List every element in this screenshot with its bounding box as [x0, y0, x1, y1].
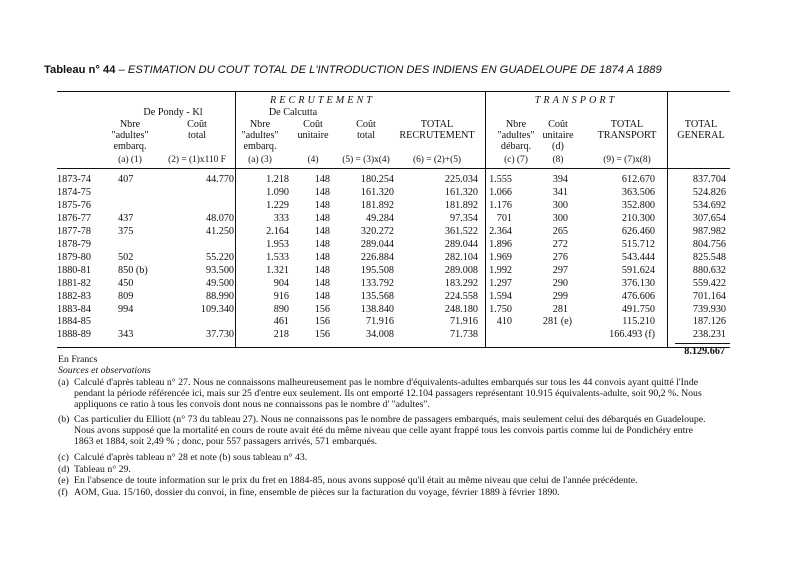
column-header-7-line-2: "adultes"	[497, 130, 535, 141]
cell-col-9: 591.624	[621, 264, 655, 276]
cell-col-3: 1.321	[266, 264, 289, 276]
column-header-4-line-2: unitaire	[297, 130, 329, 141]
cell-col-10: 825.548	[692, 251, 726, 263]
cell-col-7: 701	[496, 212, 512, 224]
cell-col-1: 343	[118, 329, 134, 341]
column-header-2-line-1: Coût	[187, 119, 207, 130]
cell-col-3: 218	[273, 329, 289, 341]
row-year: 1884-85	[57, 316, 91, 328]
table-bottom-rule	[57, 347, 730, 348]
cell-col-8: 297	[552, 264, 568, 276]
cell-col-5: 320.272	[360, 225, 394, 237]
cell-col-4: 148	[314, 251, 330, 263]
cell-col-6: 97.354	[449, 212, 478, 224]
footnote-text: Calculé d'après tableau n° 27. Nous ne connaissons malheureusement pas le nombre d'équivalents-adultes embarqués sur tous les 44 convois ayant quitté l'Inde pendant la période référencée ici, mais sur 25 d'entre eux seulement. Ils ont emporté 12.104 passagers représentant 10.915 équivalents-adulte, soit 90,2 %. Nous appliquons ce ratio à tous les convois dont nous ne connaissons pas le nombre d' "adultes".	[74, 377, 702, 411]
row-year: 1883-84	[57, 303, 91, 315]
column-header-6-line-2: RECRUTEMENT	[399, 130, 475, 141]
cell-col-10: 837.704	[692, 174, 726, 185]
cell-col-1: 994	[118, 303, 134, 315]
column-header-8-line-3: (d)	[552, 141, 564, 152]
cell-col-8: 281	[552, 303, 568, 315]
cell-col-6: 161.320	[444, 186, 478, 198]
cell-col-1: 450	[118, 277, 134, 289]
cell-col-1: 437	[118, 212, 134, 224]
cell-col-10: 524.826	[692, 186, 726, 198]
cell-col-4: 148	[314, 290, 330, 302]
column-header-3-line-1: Nbre	[249, 119, 271, 130]
cell-col-7: 2.364	[489, 225, 512, 237]
group-transport: TRANSPORT	[534, 95, 618, 106]
table-title-number: Tableau n° 44	[44, 64, 116, 76]
cell-col-4: 148	[314, 277, 330, 289]
cell-col-3: 1.229	[266, 199, 289, 211]
cell-col-2: 48.070	[205, 212, 234, 224]
cell-col-7: 1.176	[489, 199, 512, 211]
group-pondy: De Pondy - Kl	[143, 107, 203, 118]
cell-col-6: 289.044	[444, 238, 478, 250]
row-year: 1880-81	[57, 264, 91, 276]
cell-col-3: 916	[273, 290, 289, 302]
cell-col-4: 156	[314, 316, 330, 328]
cell-col-3: 1.953	[266, 238, 289, 250]
column-header-1-line-1: Nbre	[119, 119, 141, 130]
footnote-label: (d)	[58, 464, 70, 475]
cell-col-8: 341	[552, 186, 568, 198]
cell-col-3: 1.533	[266, 251, 289, 263]
cell-col-9: 210.300	[621, 212, 655, 224]
cell-col-7: 1.297	[489, 277, 512, 289]
row-year: 1876-77	[57, 212, 91, 224]
column-formula-1: (a) (1)	[118, 155, 142, 165]
column-formula-2: (2) = (1)x110 F	[168, 155, 226, 165]
cell-col-9: 363.506	[621, 186, 655, 198]
row-year: 1888-89	[57, 329, 91, 341]
cell-col-3: 1.218	[266, 174, 289, 185]
cell-col-10: 559.422	[692, 277, 726, 289]
cell-col-10: 880.632	[692, 264, 726, 276]
cell-col-3: 1.090	[266, 186, 289, 198]
cell-col-1: 502	[118, 251, 134, 263]
cell-col-6: 224.558	[444, 290, 478, 302]
cell-col-8: 299	[552, 290, 568, 302]
cell-col-6: 282.104	[444, 251, 478, 263]
cell-col-2: 41.250	[205, 225, 234, 237]
column-header-3-line-3: embarq.	[243, 141, 277, 152]
cell-col-10: 534.692	[692, 199, 726, 211]
cell-col-9: 515.712	[621, 238, 655, 250]
column-formula-9: (9) = (7)x(8)	[603, 155, 651, 165]
cell-col-1: 375	[118, 225, 134, 237]
column-formula-8: (8)	[552, 155, 564, 165]
footnote-label: (b)	[58, 414, 70, 425]
cell-col-3: 890	[273, 303, 289, 315]
footnote-text: En l'absence de toute information sur le prix du fret en 1884-85, nous avons supposé qu'il était au même niveau que celui de l'année précédente.	[74, 475, 638, 486]
footnote-text: Calculé d'après tableau n° 28 et note (b) sous tableau n° 43.	[74, 452, 308, 463]
cell-col-7: 1.750	[489, 303, 512, 315]
cell-col-8: 300	[552, 212, 568, 224]
cell-col-2: 109.340	[200, 303, 234, 315]
cell-col-7: 1.594	[489, 290, 512, 302]
row-year: 1874-75	[57, 186, 91, 198]
cell-col-10: 804.756	[692, 238, 726, 250]
footnote-text: Tableau n° 29.	[74, 464, 131, 475]
cell-col-2: 37.730	[205, 329, 234, 341]
top-rule	[57, 91, 730, 92]
cell-col-3: 461	[273, 316, 289, 328]
cell-col-5: 49.284	[365, 212, 394, 224]
row-year: 1882-83	[57, 290, 91, 302]
cell-col-5: 133.792	[360, 277, 394, 289]
column-header-9-line-1: TOTAL	[610, 119, 644, 130]
cell-col-2: 49.500	[205, 277, 234, 289]
column-formula-4: (4)	[307, 155, 319, 165]
grand-total-rule	[675, 343, 730, 344]
footnote-text: AOM, Gua. 15/160, dossier du convoi, in fine, ensemble de pièces sur la facturation du voyage, février 1889 à février 1890.	[74, 487, 560, 498]
footnote-label: (f)	[58, 487, 68, 498]
cell-col-2: 44.770	[205, 174, 234, 185]
table-title-text: – ESTIMATION DU COUT TOTAL DE L'INTRODUCTION DES INDIENS EN GUADELOUPE DE 1874 A 1889	[115, 64, 662, 76]
cell-col-6: 71.738	[449, 329, 478, 341]
cell-col-5: 138.840	[360, 303, 394, 315]
cell-col-4: 148	[314, 212, 330, 224]
cell-col-4: 148	[314, 264, 330, 276]
cell-col-2: 55.220	[205, 251, 234, 263]
footnote-label: (c)	[58, 452, 69, 463]
cell-col-9: 115.210	[622, 316, 655, 328]
column-header-4-line-1: Coût	[303, 119, 323, 130]
cell-col-10: 238.231	[692, 329, 726, 341]
cell-col-7: 1.555	[489, 174, 512, 185]
cell-col-5: 180.254	[360, 174, 394, 185]
cell-col-4: 148	[314, 186, 330, 198]
row-year: 1875-76	[57, 199, 91, 211]
row-year: 1873-74	[57, 174, 91, 185]
cell-col-6: 181.892	[444, 199, 478, 211]
cell-col-3: 904	[273, 277, 289, 289]
cell-col-7: 1.992	[489, 264, 512, 276]
column-header-1-line-2: "adultes"	[111, 130, 149, 141]
group-calcutta: De Calcutta	[268, 107, 318, 118]
cell-col-9: 543.444	[621, 251, 655, 263]
footnote-text: Cas particulier du Elliott (n° 73 du tableau 27). Nous ne connaissons pas le nombre de passagers embarqués, mais seulement celui des débarqués en Guadeloupe. Nous avons supposé que la mortalité en cours de route avait été du même niveau que celle ayant frappé tous les convois partis comme lui de Pondichéry entre 1863 et 1884, soit 2,49 % ; donc, pour 557 passagers arrivés, 571 embarqués.	[74, 414, 706, 448]
cell-col-9: 626.460	[621, 225, 655, 237]
cell-col-5: 71.916	[365, 316, 394, 328]
cell-col-8: 281 (e)	[542, 316, 572, 328]
column-header-6-line-1: TOTAL	[420, 119, 454, 130]
cell-col-5: 195.508	[360, 264, 394, 276]
cell-col-9: 376.130	[621, 277, 655, 289]
cell-col-9: 491.750	[621, 303, 655, 315]
cell-col-5: 135.568	[360, 290, 394, 302]
column-header-9-line-2: TRANSPORT	[597, 130, 657, 141]
cell-col-4: 148	[314, 174, 330, 185]
cell-col-8: 265	[552, 225, 568, 237]
cell-col-8: 272	[552, 238, 568, 250]
currency-note: En Francs	[58, 354, 98, 365]
column-formula-6: (6) = (2)+(5)	[412, 155, 462, 165]
header-bottom-rule	[57, 168, 730, 169]
cell-col-5: 34.008	[365, 329, 394, 341]
cell-col-4: 156	[314, 329, 330, 341]
column-header-7-line-3: débarq.	[500, 141, 532, 152]
cell-col-5: 289.044	[360, 238, 394, 250]
cell-col-9: 612.670	[621, 174, 655, 185]
cell-col-10: 187.126	[692, 316, 726, 328]
cell-col-10: 307.654	[692, 212, 726, 224]
row-year: 1879-80	[57, 251, 91, 263]
cell-col-3: 2.164	[266, 225, 289, 237]
footnote-label: (a)	[58, 377, 69, 388]
cell-col-4: 148	[314, 225, 330, 237]
footnote-label: (e)	[58, 475, 69, 486]
cell-col-8: 290	[552, 277, 568, 289]
cell-col-7: 1.896	[489, 238, 512, 250]
sources-heading: Sources et observations	[58, 365, 151, 376]
cell-col-6: 183.292	[444, 277, 478, 289]
cell-col-7: 410	[496, 316, 512, 328]
cell-col-8: 276	[552, 251, 568, 263]
cell-col-1: 809	[118, 290, 134, 302]
cell-col-4: 148	[314, 238, 330, 250]
group-recrutement: RECRUTEMENT	[270, 95, 375, 106]
cell-col-8: 394	[552, 174, 568, 185]
column-header-10-line-2: GENERAL	[677, 130, 725, 141]
column-header-5-line-1: Coût	[356, 119, 376, 130]
column-header-8-line-2: unitaire	[542, 130, 574, 141]
cell-col-10: 739.930	[692, 303, 726, 315]
cell-col-6: 225.034	[444, 174, 478, 185]
cell-col-6: 289.008	[444, 264, 478, 276]
cell-col-7: 1.066	[489, 186, 512, 198]
column-header-3-line-2: "adultes"	[241, 130, 279, 141]
cell-col-8: 300	[552, 199, 568, 211]
cell-col-1: 407	[118, 174, 134, 185]
column-header-1-line-3: embarq.	[113, 141, 147, 152]
row-year: 1878-79	[57, 238, 91, 250]
grand-total: 8.129.667	[684, 346, 725, 357]
cell-col-9: 476.606	[621, 290, 655, 302]
cell-col-7: 1.969	[489, 251, 512, 263]
column-header-8-line-1: Coût	[548, 119, 568, 130]
column-formula-5: (5) = (3)x(4)	[342, 155, 390, 165]
cell-col-10: 701.164	[692, 290, 726, 302]
column-header-5-line-2: total	[356, 130, 376, 141]
cell-col-6: 361.522	[444, 225, 478, 237]
cell-col-2: 93.500	[205, 264, 234, 276]
cell-col-9: 166.493 (f)	[609, 329, 655, 341]
row-year: 1877-78	[57, 225, 91, 237]
column-header-10-line-1: TOTAL	[684, 119, 718, 130]
cell-col-1: 850 (b)	[118, 264, 148, 276]
cell-col-2: 88.990	[205, 290, 234, 302]
row-year: 1881-82	[57, 277, 91, 289]
cell-col-5: 226.884	[360, 251, 394, 263]
column-formula-7: (c) (7)	[504, 155, 528, 165]
cell-col-3: 333	[273, 212, 289, 224]
cell-col-10: 987.982	[692, 225, 726, 237]
column-header-7-line-1: Nbre	[505, 119, 527, 130]
cell-col-6: 248.180	[444, 303, 478, 315]
cell-col-5: 161.320	[360, 186, 394, 198]
cell-col-4: 156	[314, 303, 330, 315]
cell-col-4: 148	[314, 199, 330, 211]
column-header-2-line-2: total	[187, 130, 207, 141]
column-formula-3: (a) (3)	[248, 155, 272, 165]
table-title	[44, 64, 662, 76]
cell-col-9: 352.800	[621, 199, 655, 211]
cell-col-6: 71.916	[449, 316, 478, 328]
cell-col-5: 181.892	[360, 199, 394, 211]
